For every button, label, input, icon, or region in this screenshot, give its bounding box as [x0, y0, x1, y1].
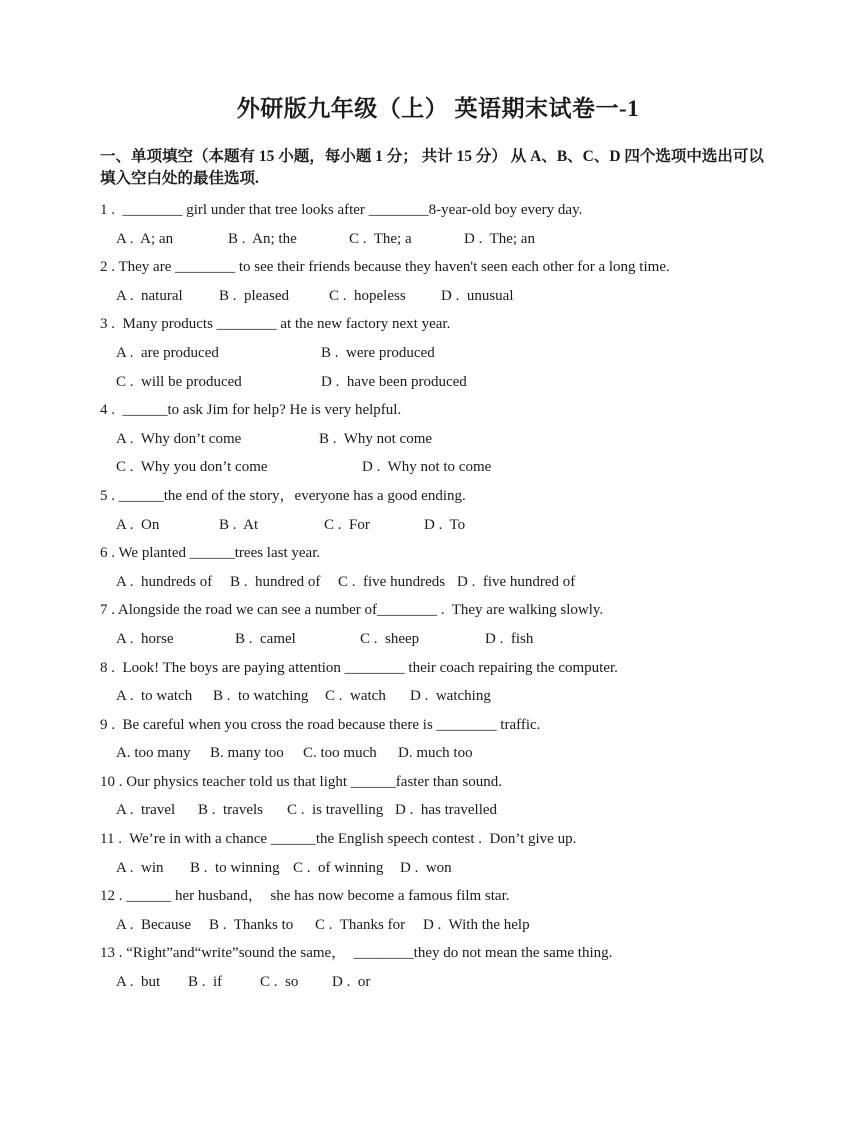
option-c: C. too much [303, 745, 377, 762]
option-b: B . if [188, 974, 223, 991]
option-c: C . Why you don’t come [116, 459, 268, 476]
question-number: 11 . [100, 831, 122, 848]
question-text: ________ girl under that tree looks after ________8-year-old boy every day. [115, 202, 583, 218]
option-b: B. many too [210, 745, 284, 762]
option-a: A . Why don’t come [116, 430, 242, 447]
option-c: C . sheep [360, 630, 420, 647]
question-text: Many products ________ at the new factory next year. [115, 316, 451, 333]
question-2 [100, 253, 776, 310]
option-c: C . is travelling [287, 802, 384, 819]
option-b: B . camel [235, 630, 296, 647]
question-11 [100, 825, 776, 882]
option-c: C . Thanks for [315, 916, 406, 933]
question-1 [100, 196, 776, 253]
question-text: Be careful when you cross the road because there is ________ traffic. [115, 716, 541, 733]
question-number: 13 . [100, 945, 123, 962]
question-number: 7 . [100, 602, 115, 619]
option-b: B . were produced [321, 344, 435, 361]
question-number: 1 . [100, 202, 115, 218]
question-12 [100, 882, 776, 939]
options-row [100, 425, 776, 454]
question-13 [100, 939, 776, 996]
question-number: 6 . [100, 545, 115, 562]
option-d: D . Why not to come [362, 459, 492, 476]
exam-title: 外研版九年级（上） 英语期末试卷一-1 [236, 96, 640, 121]
options-row [100, 568, 776, 597]
options-row [100, 739, 776, 768]
options-row [100, 625, 776, 654]
option-a: A . hundreds of [116, 573, 213, 590]
question-text: ______ her husband， she has now become a famous film star. [122, 888, 510, 905]
question-number: 10 . [100, 773, 123, 790]
question-text: Alongside the road we can see a number of________ . They are walking slowly. [115, 602, 604, 619]
option-d: D . won [400, 859, 452, 876]
question-number: 4 . [100, 402, 115, 419]
question-text: ______to ask Jim for help? He is very helpful. [115, 402, 402, 419]
options-row [100, 368, 776, 397]
option-b: B . to winning [190, 859, 280, 876]
option-c: C . hopeless [329, 287, 406, 304]
option-b: B . hundred of [230, 573, 321, 590]
options-row [100, 796, 776, 825]
option-a: A . are produced [116, 344, 219, 361]
option-b: B . Why not come [319, 430, 433, 447]
question-list [100, 196, 776, 997]
options-row [100, 339, 776, 368]
option-b: B . travels [198, 802, 263, 819]
section-instructions: 一、单项填空（本题有 15 小题，每小题 1 分； 共计 15 分） 从 A、B、C、D 四个选项中选出可以填入空白处的最佳选项. [100, 148, 764, 187]
option-a: A . natural [116, 287, 183, 304]
option-d: D . With the help [423, 916, 530, 933]
question-number: 2 . [100, 259, 115, 276]
option-d: D . have been produced [321, 373, 467, 390]
option-b: B . At [219, 516, 259, 533]
option-a: A . Because [116, 916, 191, 933]
question-6 [100, 539, 776, 596]
question-10 [100, 768, 776, 825]
question-number: 5 . [100, 487, 115, 504]
options-row [100, 854, 776, 883]
option-c: C . will be produced [116, 373, 242, 390]
option-a: A . travel [116, 802, 176, 819]
options-row [100, 282, 776, 311]
option-a: A . to watch [116, 688, 193, 705]
option-b: B . An; the [228, 230, 297, 247]
option-b: B . to watching [213, 688, 309, 705]
options-row [100, 511, 776, 540]
options-row [100, 453, 776, 482]
option-a: A . but [116, 974, 161, 991]
option-d: D. much too [398, 745, 473, 762]
question-text: We’re in with a chance ______the English speech contest . Don’t give up. [121, 831, 577, 848]
option-a: A . horse [116, 630, 174, 647]
question-9 [100, 711, 776, 768]
option-c: C . For [324, 516, 370, 533]
option-a: A . A; an [116, 230, 174, 247]
question-7 [100, 596, 776, 653]
option-d: D . watching [410, 688, 491, 705]
option-b: B . Thanks to [209, 916, 294, 933]
option-c: C . of winning [293, 859, 384, 876]
option-d: D . fish [485, 630, 534, 647]
option-a: A . On [116, 516, 160, 533]
options-row [100, 968, 776, 997]
options-row [100, 682, 776, 711]
option-d: D . unusual [441, 287, 514, 304]
option-c: C . five hundreds [338, 573, 446, 590]
option-a: A . win [116, 859, 164, 876]
question-text: We planted ______trees last year. [115, 545, 321, 562]
question-number: 12 . [100, 888, 123, 905]
option-d: D . To [424, 516, 466, 533]
question-text: They are ________ to see their friends because they haven't seen each other for a long time. [115, 259, 670, 276]
option-d: D . or [332, 974, 371, 991]
question-number: 3 . [100, 316, 115, 333]
question-8 [100, 654, 776, 711]
question-3 [100, 310, 776, 396]
question-5 [100, 482, 776, 539]
question-4 [100, 396, 776, 482]
question-text: Look! The boys are paying attention ________ their coach repairing the computer. [115, 659, 618, 676]
question-number: 8 . [100, 659, 115, 676]
options-row [100, 911, 776, 940]
question-text: ______the end of the story，everyone has a good ending. [115, 487, 466, 504]
option-c: C . so [260, 974, 299, 991]
option-c: C . The; a [349, 230, 412, 247]
option-d: D . has travelled [395, 802, 498, 819]
option-b: B . pleased [219, 287, 289, 304]
option-a: A. too many [116, 745, 191, 762]
question-text: Our physics teacher told us that light ______faster than sound. [122, 773, 503, 790]
question-text: “Right”and“write”sound the same， ________they do not mean the same thing. [122, 945, 613, 962]
question-number: 9 . [100, 716, 115, 733]
option-c: C . watch [325, 688, 386, 705]
option-d: D . five hundred of [457, 573, 576, 590]
options-row [100, 225, 776, 254]
option-d: D . The; an [464, 230, 535, 247]
